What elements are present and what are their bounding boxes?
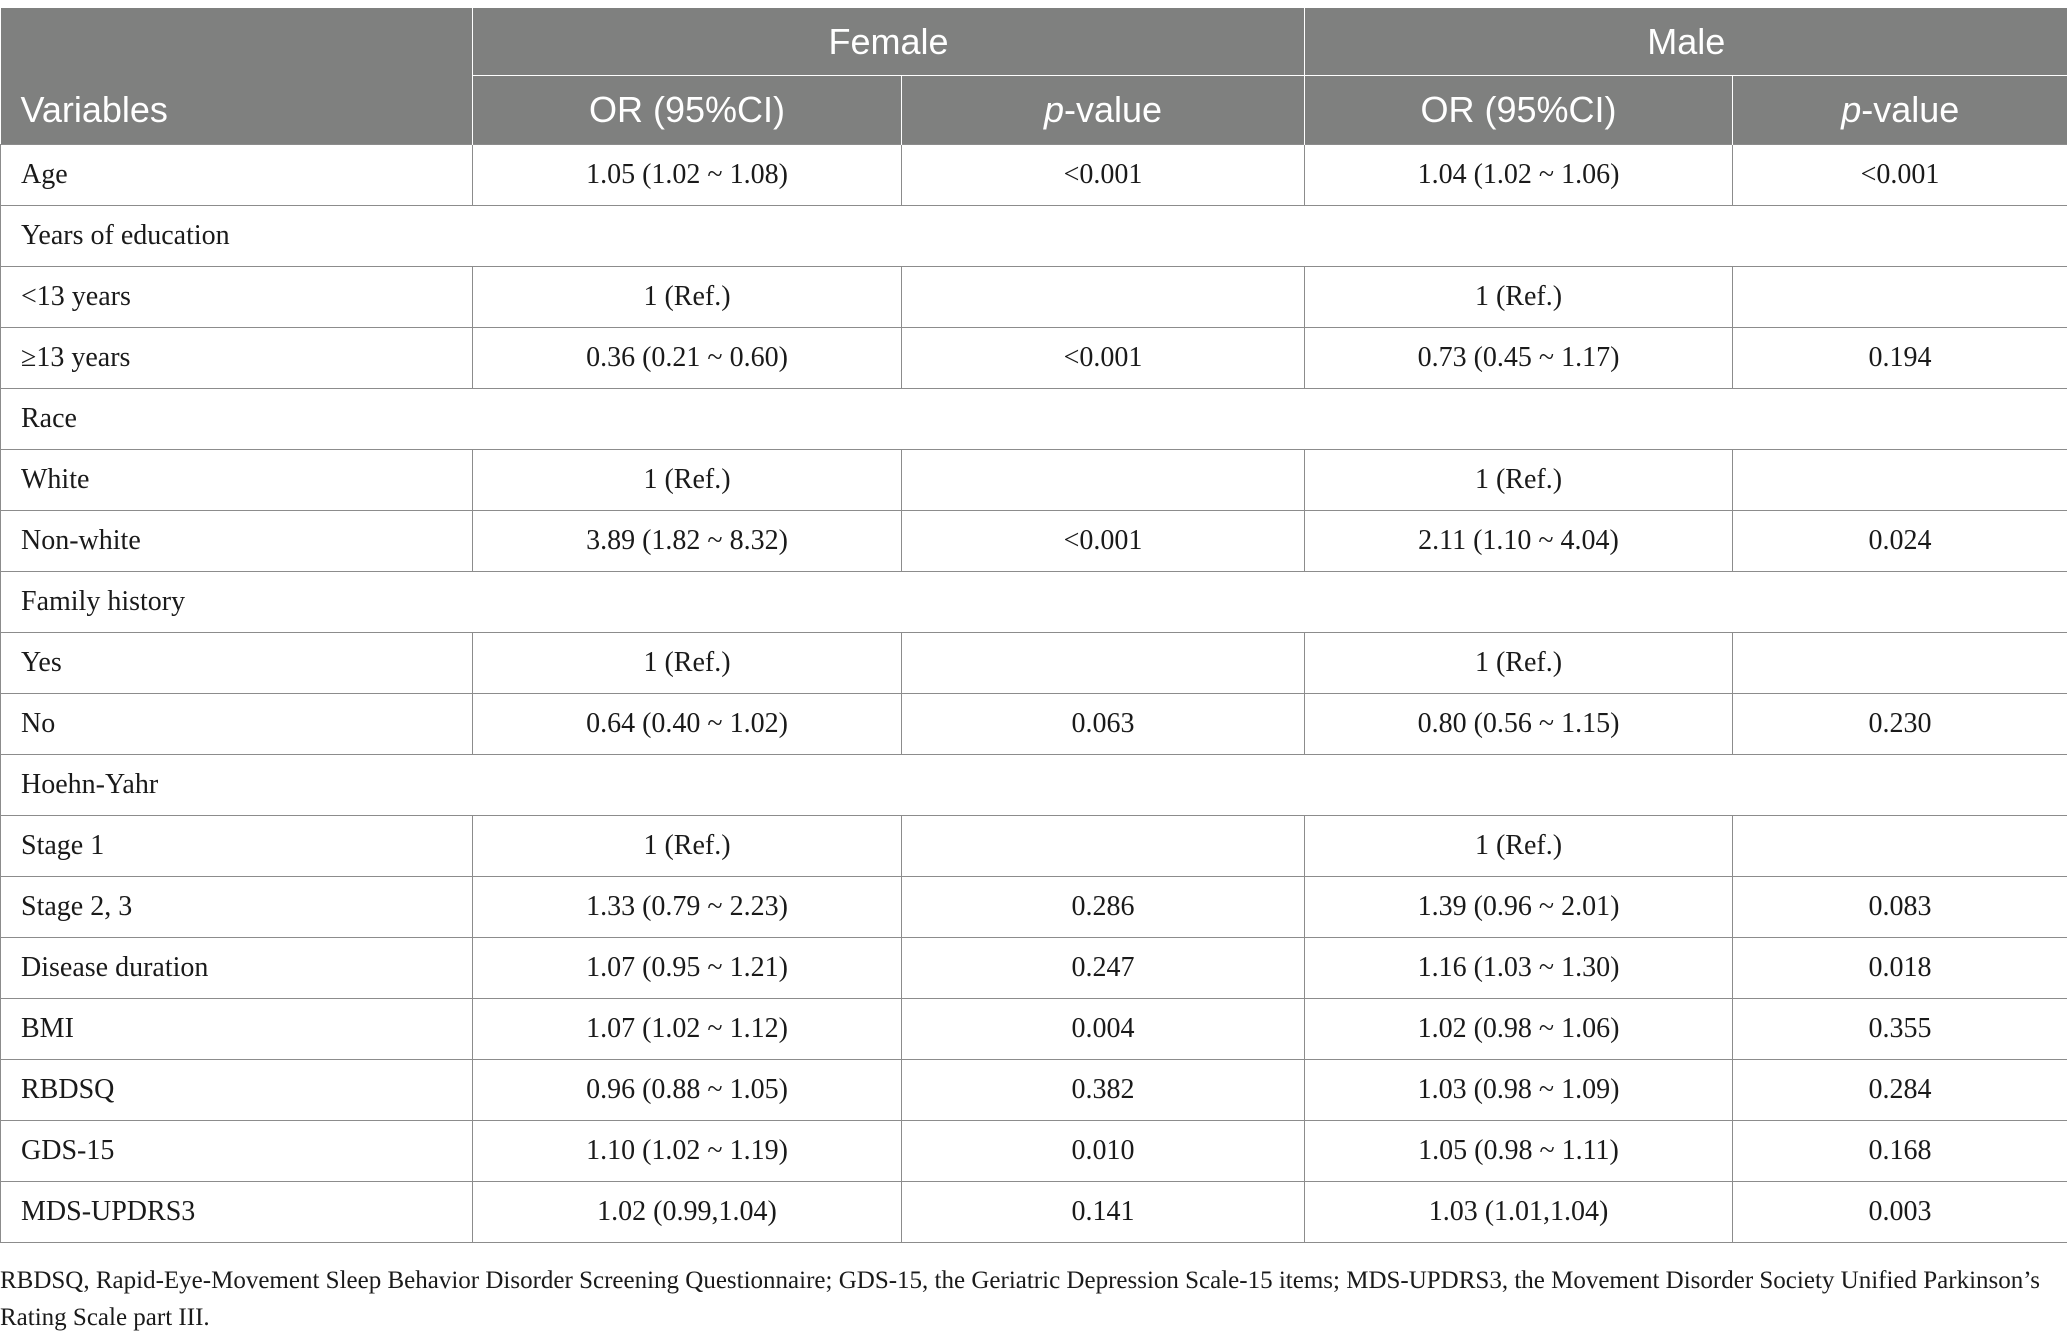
- female-p-cell: [902, 450, 1305, 511]
- male-or-cell: 1 (Ref.): [1305, 267, 1733, 328]
- header-group-female: Female: [473, 8, 1305, 76]
- female-p-cell: [902, 816, 1305, 877]
- male-or-cell: 1.39 (0.96 ~ 2.01): [1305, 877, 1733, 938]
- male-p-cell: [1733, 267, 2067, 328]
- male-or-cell: 1.16 (1.03 ~ 1.30): [1305, 938, 1733, 999]
- table-footnote: RBDSQ, Rapid-Eye-Movement Sleep Behavior Disorder Screening Questionnaire; GDS-15, the Geriatric Depression Scale-15 items; MDS-UPDRS3, the Movement Disorder Society Unified Parkinson’s Rating Scale part III.: [0, 1267, 2040, 1331]
- male-p-cell: 0.230: [1733, 694, 2067, 755]
- table-header: [1, 8, 2067, 145]
- male-or-cell: 2.11 (1.10 ~ 4.04): [1305, 511, 1733, 572]
- table-row: [1, 328, 2067, 389]
- variable-cell: ≥13 years: [1, 328, 473, 389]
- variable-cell: Yes: [1, 633, 473, 694]
- table-row: [1, 1060, 2067, 1121]
- female-or-cell: 1.07 (1.02 ~ 1.12): [473, 999, 902, 1060]
- male-or-cell: 1.03 (1.01,1.04): [1305, 1182, 1733, 1243]
- section-label: Family history: [1, 572, 2067, 633]
- table-row: [1, 450, 2067, 511]
- female-p-cell: 0.286: [902, 877, 1305, 938]
- female-or-cell: 1.05 (1.02 ~ 1.08): [473, 145, 902, 206]
- header-column-row: [1, 76, 2067, 145]
- female-p-cell: 0.010: [902, 1121, 1305, 1182]
- variable-cell: Stage 1: [1, 816, 473, 877]
- female-or-cell: 0.64 (0.40 ~ 1.02): [473, 694, 902, 755]
- female-p-cell: <0.001: [902, 328, 1305, 389]
- header-p-male-italic: p: [1841, 89, 1862, 130]
- table-row: [1, 267, 2067, 328]
- female-or-cell: 1.10 (1.02 ~ 1.19): [473, 1121, 902, 1182]
- female-p-cell: 0.004: [902, 999, 1305, 1060]
- variable-cell: No: [1, 694, 473, 755]
- male-or-cell: 0.73 (0.45 ~ 1.17): [1305, 328, 1733, 389]
- table-row: [1, 1121, 2067, 1182]
- table-row: [1, 694, 2067, 755]
- table-body: [1, 145, 2067, 1243]
- female-or-cell: 1.07 (0.95 ~ 1.21): [473, 938, 902, 999]
- female-p-cell: <0.001: [902, 145, 1305, 206]
- female-or-cell: 1.33 (0.79 ~ 2.23): [473, 877, 902, 938]
- male-or-cell: 1 (Ref.): [1305, 450, 1733, 511]
- male-or-cell: 1 (Ref.): [1305, 816, 1733, 877]
- section-row: [1, 206, 2067, 267]
- table-row: [1, 1182, 2067, 1243]
- female-p-cell: <0.001: [902, 511, 1305, 572]
- table-container: [0, 8, 2067, 1243]
- header-p-female: [902, 76, 1305, 145]
- male-or-cell: 1.03 (0.98 ~ 1.09): [1305, 1060, 1733, 1121]
- table-row: [1, 877, 2067, 938]
- male-p-cell: 0.355: [1733, 999, 2067, 1060]
- female-p-cell: 0.141: [902, 1182, 1305, 1243]
- header-variables: Variables: [1, 76, 473, 145]
- male-or-cell: 0.80 (0.56 ~ 1.15): [1305, 694, 1733, 755]
- table-row: [1, 999, 2067, 1060]
- header-p-male-rest: -value: [1861, 89, 1960, 130]
- female-p-cell: 0.382: [902, 1060, 1305, 1121]
- male-or-cell: 1.02 (0.98 ~ 1.06): [1305, 999, 1733, 1060]
- male-p-cell: [1733, 450, 2067, 511]
- female-or-cell: 1 (Ref.): [473, 633, 902, 694]
- female-p-cell: [902, 267, 1305, 328]
- female-or-cell: 1 (Ref.): [473, 267, 902, 328]
- female-or-cell: 1.02 (0.99,1.04): [473, 1182, 902, 1243]
- variable-cell: BMI: [1, 999, 473, 1060]
- male-p-cell: 0.018: [1733, 938, 2067, 999]
- female-or-cell: 0.96 (0.88 ~ 1.05): [473, 1060, 902, 1121]
- table-row: [1, 816, 2067, 877]
- female-or-cell: 1 (Ref.): [473, 450, 902, 511]
- male-p-cell: 0.168: [1733, 1121, 2067, 1182]
- male-p-cell: 0.284: [1733, 1060, 2067, 1121]
- male-or-cell: 1.04 (1.02 ~ 1.06): [1305, 145, 1733, 206]
- header-group-male: Male: [1305, 8, 2067, 76]
- female-p-cell: 0.247: [902, 938, 1305, 999]
- section-label: Years of education: [1, 206, 2067, 267]
- section-row: [1, 572, 2067, 633]
- female-or-cell: 0.36 (0.21 ~ 0.60): [473, 328, 902, 389]
- header-or-male: OR (95%CI): [1305, 76, 1733, 145]
- male-p-cell: [1733, 816, 2067, 877]
- male-or-cell: 1.05 (0.98 ~ 1.11): [1305, 1121, 1733, 1182]
- female-or-cell: 3.89 (1.82 ~ 8.32): [473, 511, 902, 572]
- variable-cell: Age: [1, 145, 473, 206]
- variable-cell: Disease duration: [1, 938, 473, 999]
- female-p-cell: [902, 633, 1305, 694]
- variable-cell: White: [1, 450, 473, 511]
- table-row: [1, 511, 2067, 572]
- male-p-cell: 0.083: [1733, 877, 2067, 938]
- table-row: [1, 633, 2067, 694]
- table-row: [1, 938, 2067, 999]
- section-row: [1, 389, 2067, 450]
- female-or-cell: 1 (Ref.): [473, 816, 902, 877]
- male-or-cell: 1 (Ref.): [1305, 633, 1733, 694]
- variable-cell: MDS-UPDRS3: [1, 1182, 473, 1243]
- female-p-cell: 0.063: [902, 694, 1305, 755]
- male-p-cell: 0.003: [1733, 1182, 2067, 1243]
- male-p-cell: [1733, 633, 2067, 694]
- variable-cell: Stage 2, 3: [1, 877, 473, 938]
- header-group-row: [1, 8, 2067, 76]
- section-label: Hoehn-Yahr: [1, 755, 2067, 816]
- header-or-female: OR (95%CI): [473, 76, 902, 145]
- odds-ratio-table: [0, 8, 2067, 1243]
- variable-cell: GDS-15: [1, 1121, 473, 1182]
- variable-cell: <13 years: [1, 267, 473, 328]
- header-p-female-italic: p: [1043, 89, 1064, 130]
- header-blank-cell: [1, 8, 473, 76]
- male-p-cell: 0.194: [1733, 328, 2067, 389]
- header-p-male: [1733, 76, 2067, 145]
- section-row: [1, 755, 2067, 816]
- variable-cell: Non-white: [1, 511, 473, 572]
- header-p-female-rest: -value: [1063, 89, 1163, 130]
- male-p-cell: 0.024: [1733, 511, 2067, 572]
- table-row: [1, 145, 2067, 206]
- section-label: Race: [1, 389, 2067, 450]
- variable-cell: RBDSQ: [1, 1060, 473, 1121]
- male-p-cell: <0.001: [1733, 145, 2067, 206]
